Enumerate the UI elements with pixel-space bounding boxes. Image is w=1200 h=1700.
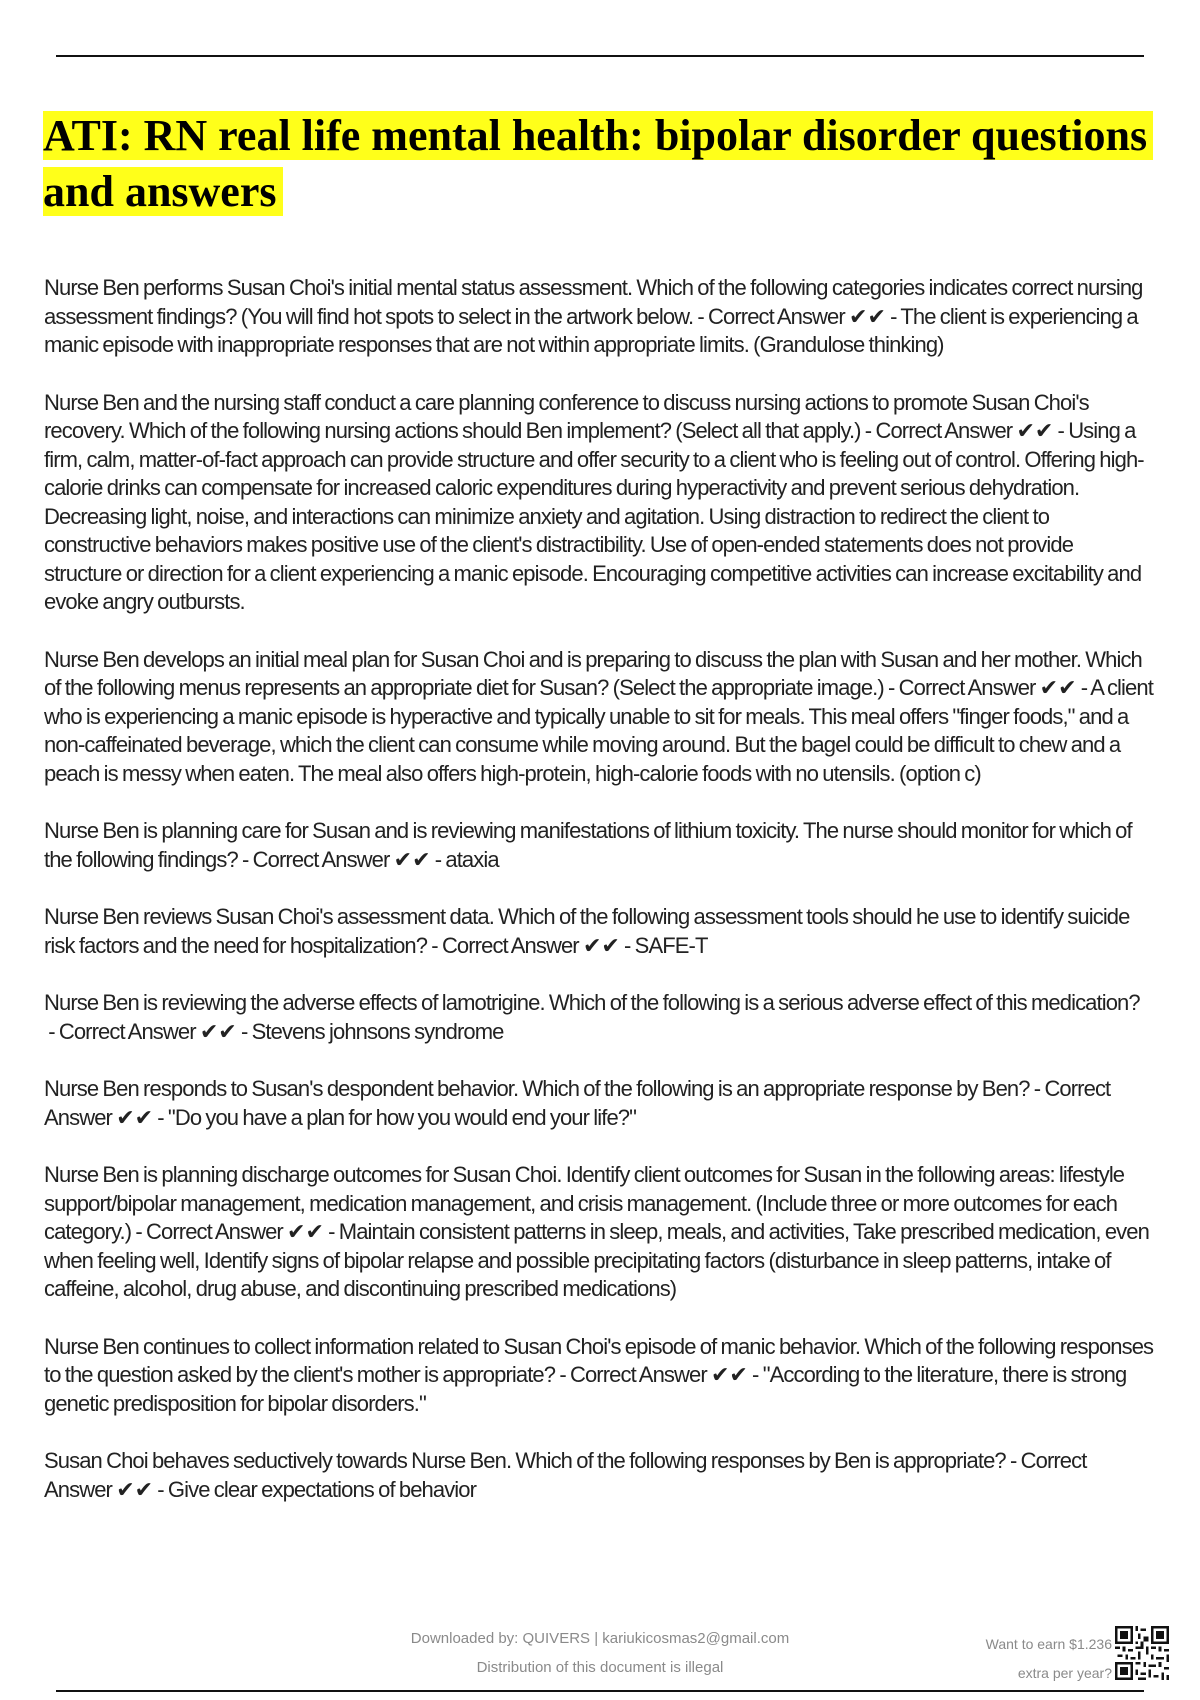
- question-text: Susan Choi behaves seductively towards Nurse Ben. Which of the following responses by Ben is appropriate?: [44, 1448, 1006, 1473]
- bottom-divider: [56, 1690, 1144, 1692]
- answer-text: Give clear expectations of behavior: [167, 1476, 477, 1502]
- answer-separator: -: [619, 932, 635, 958]
- qa-list: [44, 274, 1154, 1533]
- check-marks-icon: ✔✔: [116, 1104, 154, 1130]
- promo-line-1: Want to earn $1.236: [985, 1636, 1112, 1652]
- check-marks-icon: ✔✔: [1016, 418, 1054, 443]
- check-marks-icon: ✔✔: [199, 1018, 237, 1044]
- qa-item: [44, 646, 1154, 789]
- answer-separator: -: [236, 1018, 252, 1044]
- answer-label: Correct Answer: [44, 1076, 1111, 1130]
- answer-text: ataxia: [445, 846, 499, 872]
- qa-item: [44, 1075, 1154, 1132]
- answer-separator: -: [430, 846, 446, 872]
- qa-item: [44, 1447, 1154, 1504]
- answer-separator: -: [131, 1219, 147, 1244]
- page-title-text: ATI: RN real life mental health: bipolar disorder questions and answers: [43, 111, 1153, 216]
- answer-separator: -: [153, 1476, 168, 1502]
- question-text: Nurse Ben and the nursing staff conduct a care planning conference to discuss nursing actions to promote Susan Choi's recovery. Which of the following nursing actions should Ben implement? (Select all that apply.): [44, 389, 1089, 443]
- distribution-notice: Distribution of this document is illegal: [476, 1659, 724, 1676]
- check-marks-icon: ✔✔: [1039, 675, 1077, 700]
- answer-text: "Do you have a plan for how you would end your life?": [167, 1104, 637, 1130]
- answer-separator: -: [153, 1104, 168, 1130]
- top-divider: [56, 55, 1144, 57]
- check-marks-icon: ✔✔: [393, 846, 431, 872]
- answer-label: Correct Answer: [58, 1018, 196, 1044]
- answer-separator: -: [427, 932, 442, 958]
- answer-separator: -: [555, 1362, 570, 1387]
- question-text: Nurse Ben is planning discharge outcomes for Susan Choi. Identify client outcomes for Susan in the following areas: lifestyle support/bipolar management, medication management, and crisis management. (Include three or more outcomes for each category.): [44, 1162, 1125, 1244]
- answer-text: "According to the literature, there is strong genetic predisposition for bipolar disorders.": [44, 1362, 1127, 1416]
- question-text: Nurse Ben reviews Susan Choi's assessment data. Which of the following assessment tools should he use to identify suicide risk factors and the need for hospitalization?: [44, 904, 1130, 958]
- answer-separator: -: [1005, 1448, 1021, 1473]
- check-marks-icon: ✔✔: [849, 303, 886, 329]
- answer-separator: -: [860, 418, 876, 443]
- promo-line-2: extra per year?: [1017, 1665, 1112, 1681]
- answer-label: Correct Answer: [252, 846, 390, 872]
- question-text: Nurse Ben is planning care for Susan and is reviewing manifestations of lithium toxicity. The nurse should monitor for which of the following findings?: [44, 818, 1132, 872]
- qa-item: [44, 1161, 1154, 1304]
- answer-separator: -: [1029, 1076, 1045, 1101]
- answer-label: Correct Answer: [44, 1448, 1087, 1502]
- qa-item: [44, 817, 1154, 874]
- answer-text: Using a firm, calm, matter-of-fact approach can provide structure and offer security to a client who is feeling out of control. Offering high-calorie drinks can compensate for increased caloric expenditures during hyperactivity and prevent serious dehydration. Decreasing light, noise, and interactions can minimize anxiety and agitation. Using distraction to redirect the client to constructive behaviors makes positive use of the client's distractibility. Use of open-ended statements does not provide structure or direction for a client experiencing a manic episode. Encouraging competitive activities can increase excitability and evoke angry outbursts.: [44, 418, 1144, 614]
- page-title: [43, 108, 1153, 220]
- answer-separator: -: [885, 303, 901, 329]
- answer-text: The client is experiencing a manic episode with inappropriate responses that are not within appropriate limits. (Grandulose thinking): [44, 303, 1138, 357]
- qa-item: [44, 903, 1154, 960]
- check-marks-icon: ✔✔: [116, 1476, 154, 1502]
- answer-separator: -: [747, 1362, 763, 1387]
- answer-label: Correct Answer: [441, 932, 579, 958]
- qa-item: [44, 389, 1154, 617]
- answer-text: Maintain consistent patterns in sleep, meals, and activities, Take prescribed medication, even when feeling well, Identify signs of bipolar relapse and possible precipitating factors (disturbance in sleep patterns, intake of caffeine, alcohol, drug abuse, and discontinuing prescribed medications): [44, 1219, 1149, 1301]
- answer-text: A client who is experiencing a manic episode is hyperactive and typically unable to sit for meals. This meal offers "finger foods," and a non-caffeinated beverage, which the client can consume while moving around. But the bagel could be difficult to chew and a peach is messy when eaten. The meal also offers high-protein, high-calorie foods with no utensils. (option c): [44, 675, 1153, 786]
- answer-separator: -: [693, 303, 709, 329]
- answer-text: SAFE-T: [634, 932, 708, 958]
- answer-text: Stevens johnsons syndrome: [251, 1018, 504, 1044]
- answer-label: Correct Answer: [875, 418, 1013, 443]
- answer-label: Correct Answer: [146, 1219, 283, 1244]
- answer-separator: -: [883, 675, 899, 700]
- qr-code-icon[interactable]: [1115, 1626, 1169, 1680]
- question-text: Nurse Ben performs Susan Choi's initial mental status assessment. Which of the following categories indicates correct nursing assessment findings? (You will find hot spots to select in the artwork below.: [44, 275, 1143, 329]
- earn-promo-link[interactable]: [912, 1630, 1112, 1688]
- answer-separator: -: [44, 1018, 59, 1044]
- check-marks-icon: ✔✔: [582, 932, 620, 958]
- qa-item: [44, 989, 1154, 1046]
- check-marks-icon: ✔✔: [710, 1362, 748, 1387]
- question-text: Nurse Ben continues to collect information related to Susan Choi's episode of manic behavior. Which of the following responses to the question asked by the client's mother is appropriate?: [44, 1333, 1154, 1387]
- answer-label: Correct Answer: [708, 303, 845, 329]
- answer-separator: -: [1053, 418, 1069, 443]
- answer-label: Correct Answer: [569, 1362, 707, 1387]
- answer-separator: -: [323, 1219, 339, 1244]
- qa-item: [44, 1333, 1154, 1419]
- answer-separator: -: [1076, 675, 1091, 700]
- download-notice: Downloaded by: QUIVERS | kariukicosmas2@gmail.com: [410, 1630, 790, 1647]
- question-text: Nurse Ben is reviewing the adverse effects of lamotrigine. Which of the following is a serious adverse effect of this medication?: [44, 990, 1140, 1015]
- check-marks-icon: ✔✔: [287, 1219, 324, 1244]
- qa-item: [44, 274, 1154, 360]
- answer-separator: -: [237, 846, 253, 872]
- question-text: Nurse Ben develops an initial meal plan for Susan Choi and is preparing to discuss the plan with Susan and her mother. Which of the following menus represents an appropriate diet for Susan? (Select the appropriate image.): [44, 646, 1142, 700]
- answer-label: Correct Answer: [898, 675, 1036, 700]
- question-text: Nurse Ben responds to Susan's despondent behavior. Which of the following is an appropriate response by Ben?: [44, 1076, 1030, 1101]
